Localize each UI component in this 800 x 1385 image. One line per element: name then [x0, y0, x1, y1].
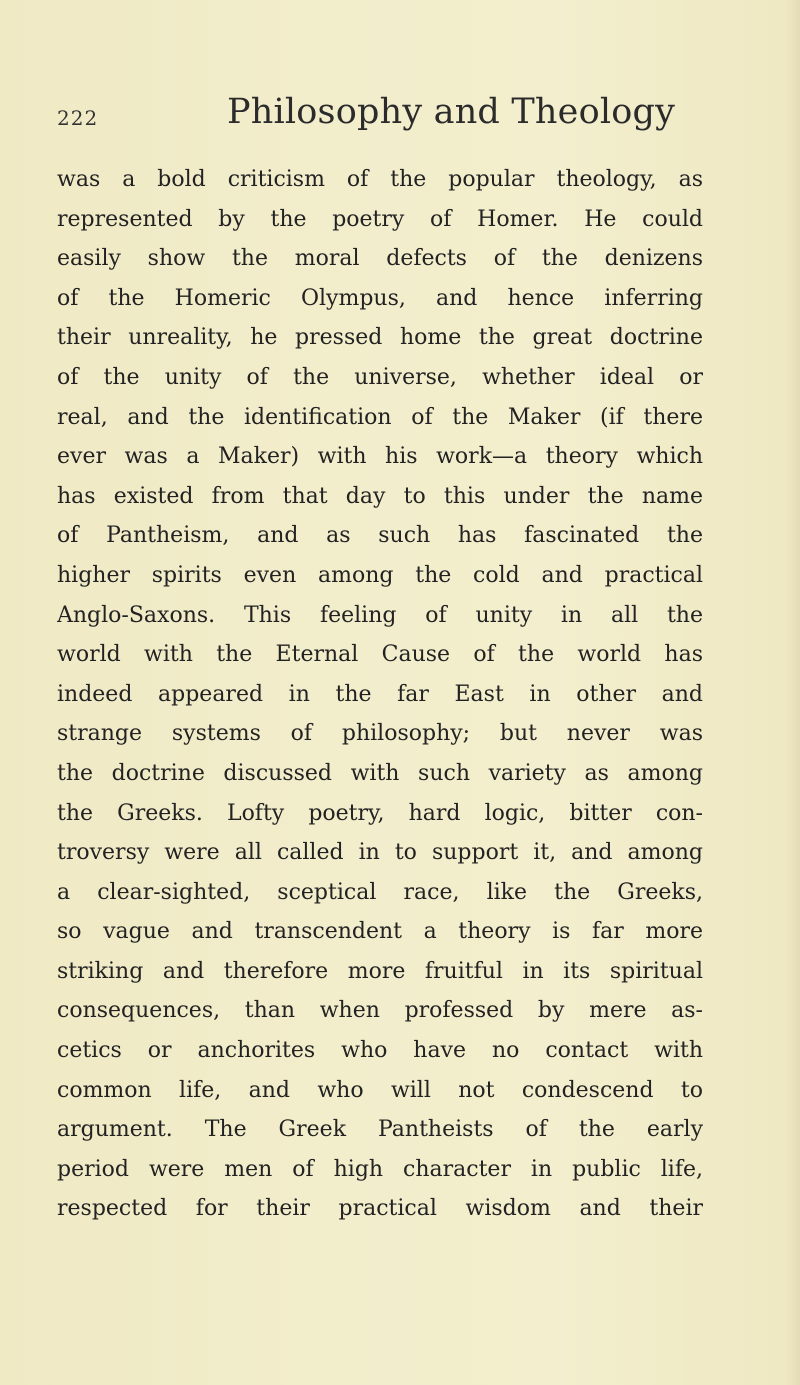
text-line: troversy were all called in to support it, and among — [57, 840, 703, 866]
text-line: cetics or anchorites who have no contact with — [57, 1038, 703, 1064]
text-line: was a bold criticism of the popular theology, as — [57, 167, 703, 192]
text-line: real, and the identification of the Maker (if there — [57, 404, 703, 430]
text-line: higher spirits even among the cold and practical — [57, 562, 703, 588]
text-line: of the Homeric Olympus, and hence inferring — [57, 285, 703, 311]
page-number: 222 — [57, 106, 99, 130]
text-line: argument. The Greek Pantheists of the early — [57, 1117, 703, 1143]
text-line: striking and therefore more fruitful in its spiritual — [57, 958, 703, 984]
text-line: has existed from that day to this under the name — [57, 483, 703, 509]
text-line: consequences, than when professed by mere as- — [57, 998, 703, 1024]
text-line: world with the Eternal Cause of the world has — [57, 642, 703, 668]
text-line: the Greeks. Lofty poetry, hard logic, bitter con- — [57, 800, 703, 826]
text-line: indeed appeared in the far East in other and — [57, 681, 703, 707]
text-line: a clear-sighted, sceptical race, like the Greeks, — [57, 879, 703, 905]
text-line: their unreality, he pressed home the great doctrine — [57, 325, 703, 351]
body-text — [57, 160, 703, 1229]
text-line: strange systems of philosophy; but never was — [57, 721, 703, 747]
text-line: the doctrine discussed with such variety as among — [57, 760, 703, 786]
text-line: ever was a Maker) with his work—a theory which — [57, 444, 703, 470]
text-line: easily show the moral defects of the denizens — [57, 246, 703, 272]
text-line: common life, and who will not condescend to — [57, 1077, 703, 1103]
text-line: Anglo-Saxons. This feeling of unity in all the — [57, 602, 703, 628]
text-line: of Pantheism, and as such has fascinated the — [57, 523, 703, 549]
text-line: period were men of high character in public life, — [57, 1156, 703, 1182]
text-line: of the unity of the universe, whether ideal or — [57, 364, 703, 390]
text-line: respected for their practical wisdom and their — [57, 1196, 703, 1222]
running-title: Philosophy and Theology — [227, 92, 676, 132]
page-header — [57, 92, 757, 142]
text-line: represented by the poetry of Homer. He could — [57, 206, 703, 232]
text-line: so vague and transcendent a theory is far more — [57, 919, 703, 945]
